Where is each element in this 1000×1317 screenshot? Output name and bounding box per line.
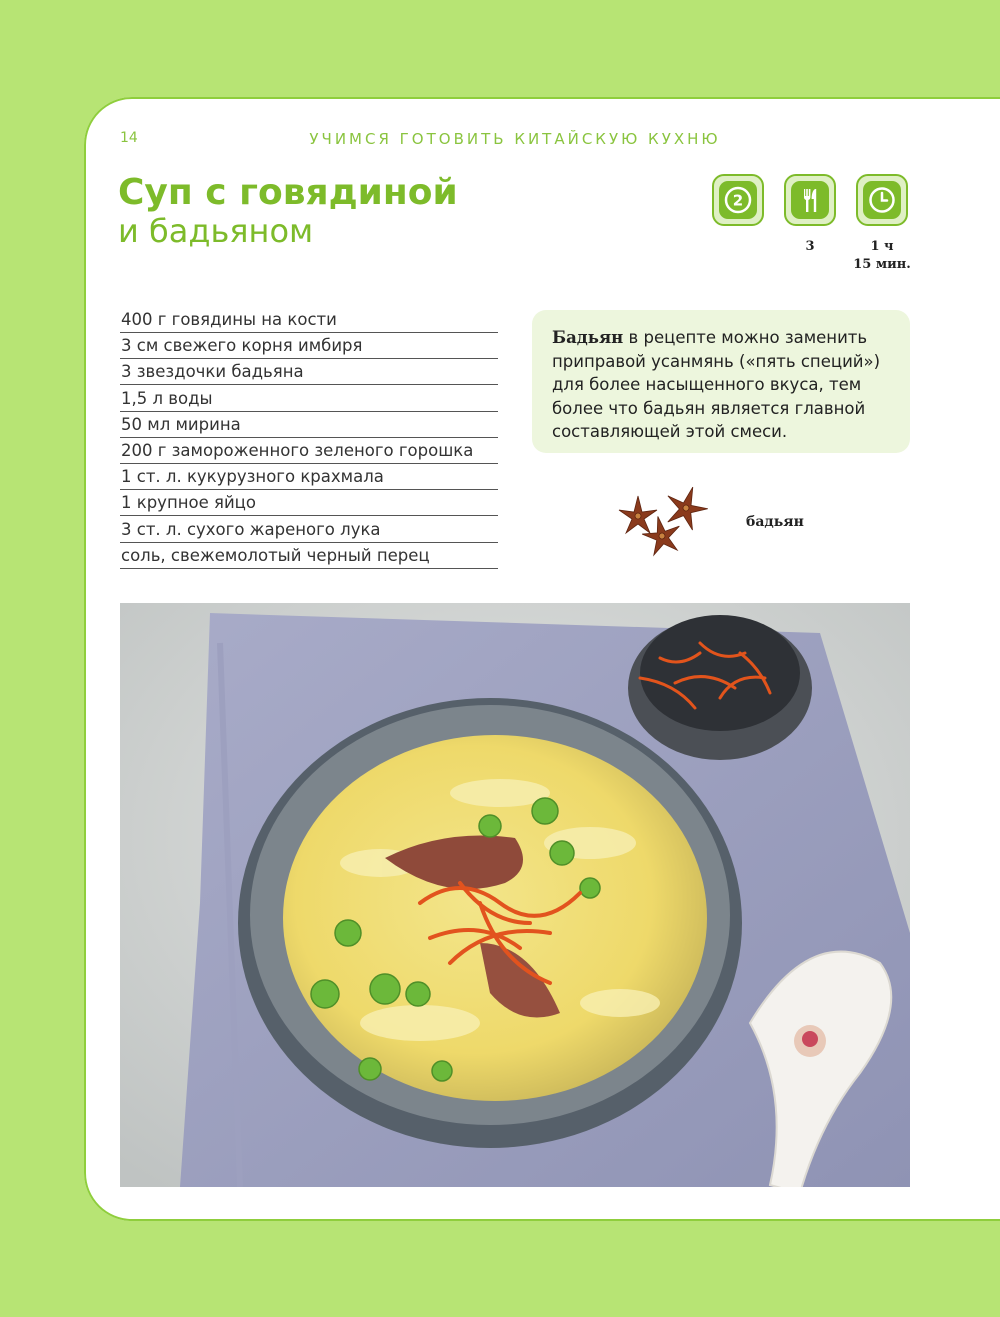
ingredient-item: 50 мл мирина xyxy=(120,413,498,438)
ingredient-item: 1 ст. л. кукурузного крахмала xyxy=(120,465,498,490)
tip-text: в рецепте можно заменить приправой усанмянь («пять специй») для более насыщенного вкуса, тем более что бадьян является главной составляющей этой смеси. xyxy=(552,328,881,441)
ingredient-item: соль, свежемолотый черный перец xyxy=(120,544,498,569)
ingredient-item: 1,5 л воды xyxy=(120,387,498,412)
ingredient-item: 3 звездочки бадьяна xyxy=(120,360,498,385)
servings-badge xyxy=(784,174,836,226)
clock-icon xyxy=(863,181,901,219)
tip-bold: Бадьян xyxy=(552,328,624,347)
running-title: УЧИМСЯ ГОТОВИТЬ КИТАЙСКУЮ КУХНЮ xyxy=(309,130,721,148)
soup-photo xyxy=(120,603,910,1187)
star-anise-image xyxy=(604,482,724,567)
star-anise-label: бадьян xyxy=(746,514,804,530)
ingredient-item: 3 см свежего корня имбиря xyxy=(120,334,498,359)
recipe-title: Суп с говядиной xyxy=(118,172,458,213)
ingredient-item: 200 г замороженного зеленого горошка xyxy=(120,439,498,464)
difficulty-badge-icon xyxy=(719,181,757,219)
time-label-hours: 1 ч xyxy=(870,239,894,254)
page-number: 14 xyxy=(120,130,138,146)
recipe-subtitle: и бадьяном xyxy=(118,212,314,250)
time-label xyxy=(842,238,922,274)
time-badge xyxy=(856,174,908,226)
ingredient-item: 400 г говядины на кости xyxy=(120,308,498,333)
difficulty-badge xyxy=(712,174,764,226)
difficulty-value: 2 xyxy=(732,191,744,210)
tip-box xyxy=(532,310,910,453)
fork-knife-icon xyxy=(791,181,829,219)
servings-label: 3 xyxy=(805,239,815,254)
ingredients-list xyxy=(120,308,498,570)
ingredient-item: 3 ст. л. сухого жареного лука xyxy=(120,518,498,543)
ingredient-item: 1 крупное яйцо xyxy=(120,491,498,516)
time-label-minutes: 15 мин. xyxy=(853,257,911,272)
